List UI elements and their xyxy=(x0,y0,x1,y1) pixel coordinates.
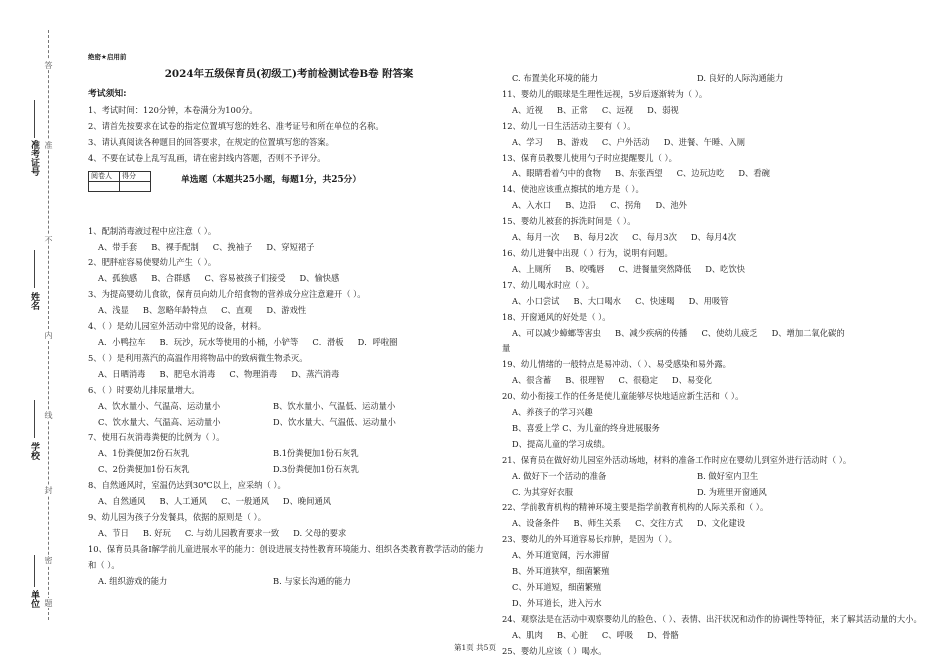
option[interactable]: A、学习 xyxy=(512,136,543,147)
option-row xyxy=(502,198,942,214)
option[interactable]: D、提高儿童的学习成绩。 xyxy=(512,438,610,449)
name-underline xyxy=(34,250,35,288)
question-text: 2、肥胖症容易使婴幼儿产生（ ）。 xyxy=(88,257,217,268)
question-item xyxy=(502,71,942,87)
option[interactable]: B、饮水量小、气温低、运动量小 xyxy=(273,400,396,411)
question-text: 17、幼儿喝水时应（ ）。 xyxy=(502,279,595,290)
option[interactable]: B．玩沙，玩水等使用的小桶，小铲等 xyxy=(159,336,299,347)
option[interactable]: D、穿短裙子 xyxy=(266,241,315,252)
option[interactable]: C、户外活动 xyxy=(601,136,650,147)
question-text: 21、保育员在做好幼儿园室外活动场地，材料的准备工作时应在婴幼儿到室外进行活动时（ ）。 xyxy=(502,454,852,465)
seal-mark: 题 xyxy=(44,599,53,607)
question-item xyxy=(502,214,942,246)
question-text: 15、婴幼儿被套的拆洗时间是（ ）。 xyxy=(502,216,636,227)
option-row xyxy=(88,526,490,542)
question-item xyxy=(88,351,490,383)
option[interactable]: C、很稳定 xyxy=(618,375,659,386)
seal-mark: 答 xyxy=(44,61,53,69)
question-text: 11、婴幼儿的眼球是生理性远视，5岁后逐渐转为（ ）。 xyxy=(502,88,708,99)
option-row xyxy=(88,462,490,478)
option[interactable]: A、设备条件 xyxy=(512,518,560,529)
question-item xyxy=(502,182,942,214)
question-item xyxy=(88,478,490,510)
question-item xyxy=(88,287,490,319)
option[interactable]: A、浅显 xyxy=(98,305,129,316)
option[interactable]: D. 父母的要求 xyxy=(293,527,347,538)
option[interactable]: D、愉快感 xyxy=(299,273,340,284)
option[interactable]: C、快速喝 xyxy=(635,295,675,306)
option[interactable]: A．小鸭拉车 xyxy=(98,336,146,347)
option[interactable]: D．呼啦圈 xyxy=(357,336,398,347)
option-continuation: 量 xyxy=(502,343,511,354)
option[interactable]: C、直观 xyxy=(221,305,253,316)
option[interactable]: A、入水口 xyxy=(512,200,552,211)
option-row xyxy=(502,262,942,278)
option[interactable]: D、游戏性 xyxy=(266,305,307,316)
option[interactable]: A、自然通风 xyxy=(98,496,146,507)
question-item xyxy=(502,119,942,151)
score-blank xyxy=(120,181,151,191)
option[interactable]: A、1份粪便加2份石灰乳 xyxy=(98,448,190,459)
option[interactable]: D、晚间通风 xyxy=(282,496,332,507)
option[interactable]: A、很含蓄 xyxy=(512,375,552,386)
question-item xyxy=(502,500,942,532)
option[interactable]: B、每月2次 xyxy=(573,232,619,243)
question-list xyxy=(88,224,490,590)
option[interactable]: C. 与幼儿园教育要求一致 xyxy=(184,527,280,538)
question-text: 5、（ ）是利用蒸汽的高温作用将物品中的致病微生物杀灭。 xyxy=(88,352,308,363)
option[interactable]: B、游戏 xyxy=(556,136,588,147)
question-text: 14、使池应该重点擦拭的地方是（ ）。 xyxy=(502,184,644,195)
confidential-mark: 绝密★启用前 xyxy=(88,53,127,61)
option[interactable]: D、蒸汽消毒 xyxy=(291,368,340,379)
seal-mark: 封 xyxy=(44,486,53,494)
option[interactable]: A、养孩子的学习兴趣 xyxy=(512,407,593,418)
question-text: 19、幼儿情绪的一般特点是易冲动、（ ）、易受感染和易外露。 xyxy=(502,359,731,370)
question-item xyxy=(502,278,942,310)
option-row xyxy=(502,230,942,246)
option[interactable]: C．滑板 xyxy=(312,336,344,347)
option-row xyxy=(88,415,490,431)
question-text: 9、幼儿园为孩子分发餐具，依据的原则是（ ）。 xyxy=(88,511,267,522)
question-item xyxy=(502,612,942,644)
option[interactable]: A. 组织游戏的能力 xyxy=(98,575,168,586)
question-item xyxy=(88,510,490,542)
option-row xyxy=(502,294,942,310)
grader-blank xyxy=(89,181,120,191)
option-row xyxy=(88,367,490,383)
question-text: 8、自然通风时，室温仍达到30℃以上，应采纳（ ）。 xyxy=(88,480,286,491)
option[interactable]: B、喜爱上学 C、为儿童的终身进展服务 xyxy=(512,422,660,433)
page-number: 第1页 共5页 xyxy=(454,643,496,652)
option[interactable]: C、2份粪便加1份石灰乳 xyxy=(98,464,190,475)
option-row xyxy=(88,271,490,287)
score-cell: 得分 xyxy=(120,171,151,181)
option[interactable]: B、边沿 xyxy=(565,200,597,211)
option[interactable]: C、呼吸 xyxy=(601,629,634,640)
option[interactable]: D、骨骼 xyxy=(647,629,679,640)
option[interactable]: D、饮水量大、气温低、运动量小 xyxy=(273,416,396,427)
option-row xyxy=(502,71,942,87)
option-row xyxy=(88,240,490,256)
option[interactable]: B.1份粪便加1份石灰乳 xyxy=(273,448,359,459)
exam-id-label: 准考证号 xyxy=(29,140,39,176)
option[interactable]: C、远视 xyxy=(601,104,634,115)
question-item xyxy=(502,532,942,612)
seal-mark: 不 xyxy=(44,236,53,244)
option-row xyxy=(502,485,942,501)
seal-mark: 准 xyxy=(44,141,53,149)
question-text: 23、婴幼儿的外耳道容易长疖肿，是因为（ ）。 xyxy=(502,534,677,545)
option[interactable]: B、师生关系 xyxy=(573,518,622,529)
question-item xyxy=(88,224,490,256)
unit-underline xyxy=(34,555,35,587)
question-item xyxy=(502,151,942,183)
binding-margin xyxy=(0,0,78,671)
notice-item: 4、不要在试卷上乱写乱画，请在密封线内答题，否则不予评分。 xyxy=(88,152,326,163)
question-text: 10、保育员具备I解学前儿童进展水平的能力：创设进展支持性教育环境能力、组织各类教育教学活动的能力和（ ）。 xyxy=(88,543,484,570)
option[interactable]: A、节日 xyxy=(98,527,129,538)
option[interactable]: A、外耳道宽阔，污水滞留 xyxy=(512,550,610,561)
option[interactable]: A、上厕所 xyxy=(512,263,552,274)
option[interactable]: C、挽袖子 xyxy=(212,241,253,252)
option[interactable]: C、外耳道短，细菌繁殖 xyxy=(512,582,602,592)
seal-line xyxy=(48,30,49,620)
option-row xyxy=(502,516,942,532)
option[interactable]: C、物理消毒 xyxy=(229,368,278,379)
name-label: 姓名 xyxy=(29,292,39,310)
option[interactable]: A、带手套 xyxy=(98,241,138,252)
option[interactable]: A、近视 xyxy=(512,104,543,115)
score-table xyxy=(88,171,151,192)
option[interactable]: B、人工通风 xyxy=(159,496,208,507)
option[interactable]: B. 好玩 xyxy=(142,527,171,538)
option[interactable]: A、孤独感 xyxy=(98,273,138,284)
option[interactable]: C、使幼儿疲乏 xyxy=(701,327,758,338)
option[interactable]: C、进餐量突然降低 xyxy=(618,263,692,274)
option[interactable]: B、心脏 xyxy=(556,629,588,640)
option[interactable]: B、合群感 xyxy=(151,273,191,284)
option[interactable]: D、吃饮快 xyxy=(705,263,746,274)
option[interactable]: C、每月3次 xyxy=(632,232,677,243)
school-label: 学校 xyxy=(29,442,39,460)
option-row xyxy=(88,494,490,510)
question-item xyxy=(88,255,490,287)
option[interactable]: D. 为班里开窗通风 xyxy=(697,486,767,497)
question-text: 24、观察法是在活动中观察婴幼儿的脸色、（ ）、表情、出汗状况和动作的协调性等特征，来了解其活动量的大小。 xyxy=(502,613,922,624)
section-header xyxy=(88,171,490,192)
option-row xyxy=(502,166,942,182)
option[interactable]: D、进餐、午睡、入厕 xyxy=(663,136,746,147)
left-column xyxy=(88,52,490,589)
question-item xyxy=(502,357,942,389)
option[interactable]: B、外耳道狭窄，细菌繁殖 xyxy=(512,566,610,577)
option[interactable]: A、饮水量小、气温高、运动量小 xyxy=(98,400,221,411)
option[interactable]: C、一般通风 xyxy=(221,496,269,507)
option[interactable]: A. 做好下一个活动的准备 xyxy=(512,470,607,481)
option[interactable]: A、每月一次 xyxy=(512,232,560,243)
option[interactable]: B、忽略年龄特点 xyxy=(142,305,208,316)
option[interactable]: B、很理智 xyxy=(565,375,605,386)
question-text: 16、幼儿进餐中出现（ ）行为，说明有问题。 xyxy=(502,247,673,258)
question-item xyxy=(502,310,942,358)
question-text: 12、幼儿一日生活活动主要有（ ）。 xyxy=(502,120,636,131)
option[interactable]: B、正常 xyxy=(556,104,588,115)
seal-mark: 线 xyxy=(44,411,53,419)
option[interactable]: D、文化建设 xyxy=(696,518,746,529)
question-item xyxy=(88,542,490,590)
question-text: 22、学前教育机构的精神环境主要是指学前教育机构的人际关系和（ ）。 xyxy=(502,502,769,513)
option[interactable]: D、池外 xyxy=(655,200,687,211)
option-row xyxy=(502,135,942,151)
question-item xyxy=(88,319,490,351)
question-text: 7、使用石灰消毒粪便的比例为（ ）。 xyxy=(88,432,225,443)
option-row xyxy=(502,373,942,389)
option[interactable]: A、小口尝试 xyxy=(512,295,560,306)
option[interactable]: B. 做好室内卫生 xyxy=(697,470,759,481)
option[interactable]: D、增加二氧化碳的 xyxy=(771,327,845,338)
page-title: 2024年五级保育员(初级工)考前检测试卷B卷 附答案 xyxy=(164,68,414,80)
option[interactable]: C、交往方式 xyxy=(635,518,683,529)
grader-cell: 阅卷人 xyxy=(89,171,120,181)
question-item xyxy=(88,383,490,431)
question-text: 13、保育员教婴儿使用勺子时应提醒婴儿（ ）。 xyxy=(502,152,677,163)
option[interactable]: D、用吸管 xyxy=(688,295,729,306)
option-row xyxy=(88,574,490,590)
option[interactable]: D、易变化 xyxy=(672,375,712,386)
option[interactable]: D、弱视 xyxy=(647,104,679,115)
option[interactable]: C. 为其穿好衣服 xyxy=(512,486,574,497)
option[interactable]: C. 布置美化环境的能力 xyxy=(512,73,598,83)
option-row xyxy=(502,469,942,485)
question-item xyxy=(502,453,942,501)
question-text: 6、（ ）时要幼儿排尿量增大。 xyxy=(88,384,200,395)
question-text: 3、为提高婴幼儿食欲，保育员向幼儿介绍食物的营养成分应注意避开（ ）。 xyxy=(88,289,366,300)
option[interactable]: B. 与家长沟通的能力 xyxy=(273,575,351,586)
notice-item: 1、考试时间：120分钟，本卷满分为100分。 xyxy=(88,105,258,115)
question-item xyxy=(502,389,942,453)
right-column xyxy=(502,71,942,660)
option[interactable]: B、裸手配制 xyxy=(151,241,199,252)
option[interactable]: B、减少疾病的传播 xyxy=(614,327,688,338)
option[interactable]: B、东张西望 xyxy=(614,168,663,179)
option[interactable]: B、大口喝水 xyxy=(573,295,622,306)
question-text: 18、开窗通风的好处是（ ）。 xyxy=(502,311,611,322)
option[interactable]: C、容易被孩子们接受 xyxy=(204,273,286,284)
option[interactable]: A、日晒消毒 xyxy=(98,368,146,379)
option[interactable]: B、咬嘴唇 xyxy=(565,263,605,274)
option[interactable]: D、外耳道长，进入污水 xyxy=(512,597,602,608)
option[interactable]: D. 良好的人际沟通能力 xyxy=(697,73,784,83)
option-row xyxy=(88,399,490,415)
option-row xyxy=(502,326,942,342)
option[interactable]: C、饮水量大、气温高、运动量小 xyxy=(98,416,221,427)
exam-id-underline xyxy=(34,100,35,138)
option[interactable]: A、眼睛看着勺中的食物 xyxy=(512,168,601,179)
option-row xyxy=(502,103,942,119)
school-underline xyxy=(34,400,35,438)
option-row xyxy=(88,335,490,351)
option-row xyxy=(88,303,490,319)
notice-item: 2、请首先按要求在试卷的指定位置填写您的姓名、准考证号和所在单位的名称。 xyxy=(88,120,384,131)
option-row xyxy=(88,446,490,462)
question-text: 20、幼小衔接工作的任务是使儿童能够尽快地适应新生活和（ ）。 xyxy=(502,391,744,402)
seal-mark: 密 xyxy=(44,556,53,564)
option[interactable]: A、可以减少蟑螂等害虫 xyxy=(512,327,601,338)
seal-mark: 内 xyxy=(44,331,53,339)
question-item xyxy=(88,430,490,478)
question-item xyxy=(502,246,942,278)
notice-heading: 考试须知: xyxy=(88,89,127,99)
option[interactable]: D、看碗 xyxy=(738,168,770,179)
question-item xyxy=(502,87,942,119)
unit-label: 单位 xyxy=(29,590,39,608)
question-text: 4、（ ）是幼儿园室外活动中常见的设备，材料。 xyxy=(88,321,267,332)
option[interactable]: D、每月4次 xyxy=(690,232,737,243)
section-heading: 单选题（本题共25小题，每题1分，共25分） xyxy=(181,175,362,186)
option[interactable]: A、肌肉 xyxy=(512,629,543,640)
option[interactable]: D.3份粪便加1份石灰乳 xyxy=(273,464,359,475)
option[interactable]: B、肥皂水消毒 xyxy=(159,368,216,379)
option[interactable]: C、边玩边吃 xyxy=(676,168,725,179)
question-text: 1、配制消毒液过程中应注意（ ）。 xyxy=(88,225,217,236)
question-text: 25、婴幼儿应该（ ）喝水。 xyxy=(502,645,607,656)
notice-item: 3、请认真阅读各种题目的回答要求，在规定的位置填写您的答案。 xyxy=(88,136,334,147)
option[interactable]: C、拐角 xyxy=(610,200,642,211)
question-list xyxy=(502,71,942,660)
